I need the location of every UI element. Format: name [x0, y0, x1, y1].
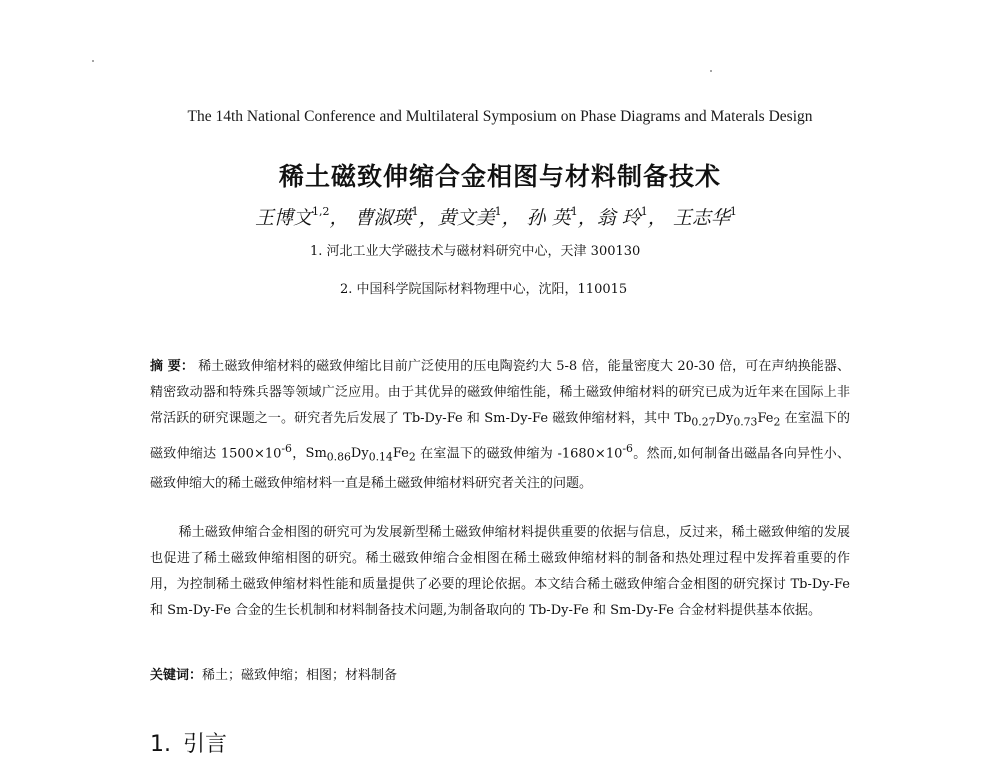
chemical-formula: $Tb_{0.27}Dy_{0.73}Fe_2$: [674, 411, 781, 429]
author-affiliation-mark: 1: [494, 205, 502, 218]
author-name: 黄文美: [437, 207, 495, 229]
author-affiliation-mark: 1: [729, 205, 737, 218]
chemical-formula: $Sm_{0.86}Dy_{0.14}Fe_2$: [305, 445, 416, 464]
abstract-paragraph: 摘 要： 稀土磁致伸缩材料的磁致伸缩比目前广泛使用的压电陶瓷约大 5-8 倍，能量密度大 20-30 倍，可在声纳换能器、精密致动器和特殊兵器等领域广泛应用。由于其优异的磁致伸缩性能，稀土磁致伸缩材料的研究已成为近年来在国际上非常活跃的研究课题之一。研究者先后发展了 Tb-Dy-Fe 和 Sm-Dy-Fe 磁致伸缩材料，其中 $Tb_{0.27}Dy_{0.73}Fe_2$ 在室温下的磁致伸缩达 $1500\times 10^{-6}$，$Sm_{0.86}Dy_{0.14}Fe_2$ 在室温下的磁致伸缩为 $-1680\times 10^{-6}$。然而,如何制备出磁晶各向异性小、磁致伸缩大的稀土磁致伸缩材料一直是稀土磁致伸缩材料研究者关注的问题。: [150, 359, 851, 491]
affiliation-2: 2. 中国科学院国际材料物理中心，沈阳，110015: [340, 282, 628, 297]
author-list: 王博文$^{1,2}$， 曹淑瑛$^1$，黄文美$^1$， 孙 英$^1$，翁 玲$^1$， 王志华$^1$: [255, 205, 737, 229]
scan-speck: [92, 60, 94, 62]
abstract-label: 摘 要：: [150, 359, 194, 374]
paper-title: 稀土磁致伸缩合金相图与材料制备技术: [278, 162, 721, 191]
section-number: 1.: [150, 732, 171, 757]
section-heading: [150, 727, 239, 758]
conference-header: The 14th National Conference and Multilateral Symposium on Phase Diagrams and Materals Design: [187, 108, 813, 125]
author-affiliation-mark: 1: [640, 205, 648, 218]
author-name: 孙 英: [526, 207, 571, 229]
keywords-text: 稀土；磁致伸缩；相图；材料制备: [202, 668, 398, 683]
author-name: 曹淑瑛: [354, 207, 412, 229]
author-affiliation-mark: 1: [411, 205, 419, 218]
author-name: 翁 玲: [596, 207, 641, 229]
body-paragraph: 稀土磁致伸缩合金相图的研究可为发展新型稀土磁致伸缩材料提供重要的依据与信息，反过来，稀土磁致伸缩的发展也促进了稀土磁致伸缩相图的研究。稀土磁致伸缩合金相图在稀土磁致伸缩材料的制备和热处理过程中发挥着重要的作用，为控制稀土磁致伸缩材料性能和质量提供了必要的理论依据。本文结合稀土磁致伸缩合金相图的研究探讨 Tb-Dy-Fe 和 Sm-Dy-Fe 合金的生长机制和材料制备技术问题,为制备取向的 Tb-Dy-Fe 和 Sm-Dy-Fe 合金材料提供基本依据。: [150, 525, 850, 618]
keywords-label: 关键词：: [150, 668, 203, 683]
author-name: 王博文: [255, 207, 313, 229]
section-title: 引言: [183, 732, 228, 757]
affiliation-1: 1. 河北工业大学磁技术与磁材料研究中心，天津 300130: [310, 244, 641, 259]
scan-speck: [710, 70, 712, 72]
author-affiliation-mark: 1,2: [312, 205, 330, 218]
author-affiliation-mark: 1: [570, 205, 578, 218]
keywords-line: [150, 664, 397, 683]
author-name: 王志华: [672, 207, 730, 229]
